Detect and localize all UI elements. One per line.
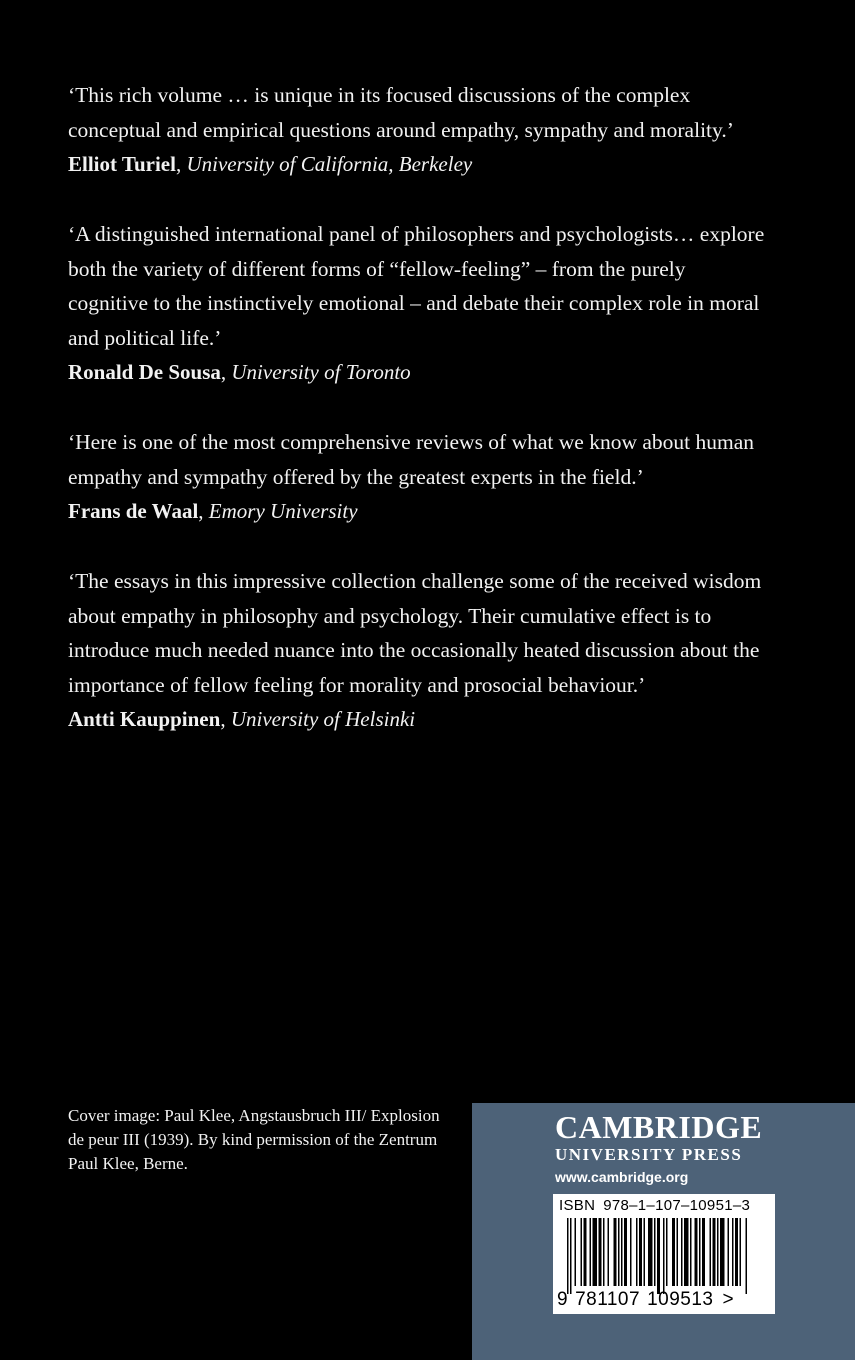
barcode-bar	[618, 1218, 620, 1286]
publisher-url[interactable]: www.cambridge.org	[555, 1169, 689, 1185]
barcode-bar	[666, 1218, 668, 1286]
barcode-bar	[720, 1218, 725, 1286]
barcode-bar	[593, 1218, 598, 1286]
barcode-bar	[663, 1218, 665, 1294]
publisher-name: CAMBRIDGE	[555, 1109, 763, 1145]
barcode-bar	[639, 1218, 642, 1286]
barcode-bar	[570, 1218, 572, 1294]
barcode-bar	[599, 1218, 602, 1286]
review	[68, 78, 768, 181]
barcode-bar	[702, 1218, 705, 1286]
barcode-bar	[603, 1218, 605, 1286]
isbn-barcode	[553, 1194, 775, 1314]
barcode-bar	[710, 1218, 712, 1286]
barcode-bar	[575, 1218, 577, 1286]
publisher-panel	[472, 1103, 855, 1360]
review	[68, 564, 768, 736]
barcode-bar	[648, 1218, 653, 1286]
barcode-bar	[684, 1218, 689, 1286]
review-quote: ‘A distinguished international panel of philosophers and psychologists… explore both the variety of different forms of “fellow-feeling” – from the purely cognitive to the instinctively emotional – and debate their complex role in moral and political life.’	[68, 222, 765, 350]
reviews-section	[68, 78, 768, 772]
barcode-bar	[740, 1218, 742, 1286]
barcode-digits	[557, 1289, 741, 1311]
review-attribution: Antti Kauppinen, University of Helsinki	[68, 707, 416, 731]
reviewer-name: Frans de Waal	[68, 499, 199, 523]
publisher-subtitle: UNIVERSITY PRESS	[555, 1145, 743, 1164]
barcode-bar	[624, 1218, 627, 1286]
review-attribution: Elliot Turiel, University of California, Berkeley	[68, 152, 473, 176]
barcode-bar	[581, 1218, 583, 1286]
barcode-bar	[567, 1218, 569, 1294]
isbn-label: ISBN	[559, 1197, 596, 1214]
barcode-bar	[681, 1218, 683, 1286]
barcode-bar	[621, 1218, 623, 1286]
review-attribution: Frans de Waal, Emory University	[68, 499, 358, 523]
barcode-bar	[614, 1218, 617, 1286]
barcode-bar	[713, 1218, 716, 1286]
barcode-bar	[695, 1218, 698, 1286]
review	[68, 217, 768, 389]
barcode-bar	[699, 1218, 701, 1286]
barcode-bar	[584, 1218, 587, 1286]
reviewer-affiliation: University of Helsinki	[230, 707, 416, 731]
barcode-bar	[654, 1218, 656, 1286]
isbn-number: 978–1–107–10951–3	[603, 1197, 751, 1214]
review	[68, 425, 768, 528]
barcode-bar	[677, 1218, 679, 1286]
barcode-digit-right: 109513	[647, 1289, 714, 1310]
barcode-bar	[644, 1218, 646, 1286]
review-quote: ‘Here is one of the most comprehensive reviews of what we know about human empathy and sympathy offered by the greatest experts in the field.’	[68, 430, 755, 489]
reviewer-affiliation: University of California, Berkeley	[186, 152, 473, 176]
review-attribution: Ronald De Sousa, University of Toronto	[68, 360, 411, 384]
barcode-bar	[590, 1218, 592, 1286]
barcode-digit-left: 781107	[575, 1289, 641, 1310]
barcode-bar	[728, 1218, 730, 1286]
barcode-bar	[717, 1218, 719, 1286]
barcode-bar	[732, 1218, 734, 1286]
barcode-bar	[636, 1218, 638, 1286]
barcode-bar	[690, 1218, 692, 1286]
barcode-bar	[746, 1218, 748, 1294]
barcode-bar	[630, 1218, 632, 1286]
barcode-digit-prefix: 9	[557, 1289, 569, 1310]
reviewer-name: Antti Kauppinen	[68, 707, 221, 731]
barcode-bar	[657, 1218, 660, 1294]
reviewer-name: Ronald De Sousa	[68, 360, 221, 384]
reviewer-affiliation: University of Toronto	[231, 360, 411, 384]
review-quote: ‘This rich volume … is unique in its focused discussions of the complex conceptual and empirical questions around empathy, sympathy and morality.’	[68, 83, 734, 142]
cover-image-credit: Cover image: Paul Klee, Angstausbruch III/ Explosion de peur III (1939). By kind permission of the Zentrum Paul Klee, Berne.	[68, 1106, 440, 1173]
reviewer-affiliation: Emory University	[208, 499, 358, 523]
review-quote: ‘The essays in this impressive collection challenge some of the received wisdom about empathy in philosophy and psychology. Their cumulative effect is to introduce much needed nuance into the occasionally heated discussion about the importance of fellow feeling for morality and prosocial behaviour.’	[68, 569, 762, 697]
reviewer-name: Elliot Turiel	[68, 152, 176, 176]
barcode-bar	[672, 1218, 675, 1286]
barcode-bar	[608, 1218, 610, 1286]
barcode-arrow: >	[722, 1289, 735, 1310]
barcode-bar	[735, 1218, 738, 1286]
